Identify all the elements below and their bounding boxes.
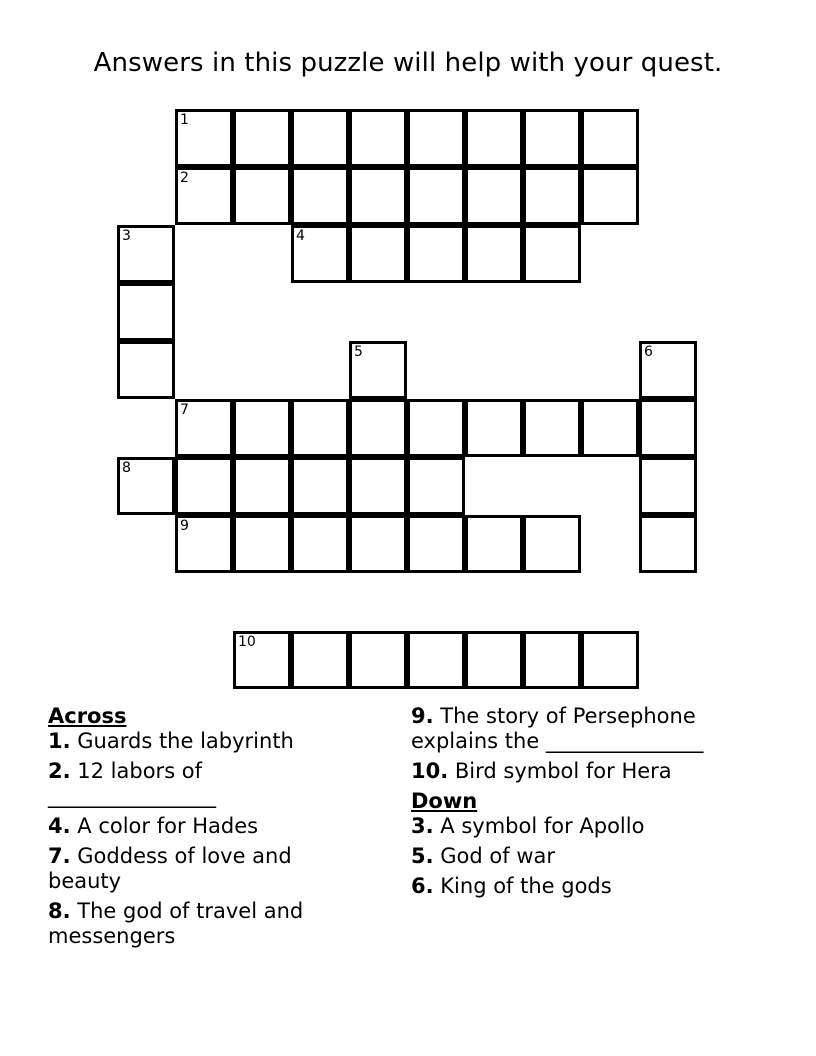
clue-number: 4. (48, 814, 71, 838)
grid-cell[interactable] (233, 109, 291, 167)
grid-cell[interactable] (233, 457, 291, 515)
grid-cell[interactable] (639, 515, 697, 573)
grid-cell[interactable] (291, 399, 349, 457)
clue-text: God of war (440, 844, 556, 868)
grid-cell[interactable] (465, 167, 523, 225)
clue-text: Goddess of love and beauty (48, 844, 292, 893)
grid-cell[interactable] (175, 167, 233, 225)
clue-number: 9. (411, 704, 434, 728)
clue-text: Guards the labyrinth (77, 729, 294, 753)
clue-number: 3. (411, 814, 434, 838)
clue-text: Bird symbol for Hera (454, 759, 672, 783)
grid-cell[interactable] (465, 109, 523, 167)
grid-cell[interactable] (117, 341, 175, 399)
clue-text: King of the gods (440, 874, 612, 898)
grid-cell[interactable] (407, 225, 465, 283)
grid-cell[interactable] (581, 167, 639, 225)
grid-cell[interactable] (523, 631, 581, 689)
clue-across-7 (48, 844, 348, 894)
grid-cell[interactable] (523, 109, 581, 167)
cell-number: 6 (644, 344, 653, 360)
grid-cell[interactable] (349, 515, 407, 573)
clue-down-6 (411, 874, 771, 899)
cell-number: 4 (296, 228, 305, 244)
grid-cell[interactable] (175, 457, 233, 515)
grid-cell[interactable] (349, 109, 407, 167)
cell-number: 8 (122, 460, 131, 476)
clues-column-left (48, 704, 348, 954)
grid-cell[interactable] (175, 515, 233, 573)
grid-cell[interactable] (639, 341, 697, 399)
grid-cell[interactable] (581, 399, 639, 457)
cell-number: 10 (238, 634, 256, 650)
clue-across-10 (411, 759, 771, 784)
clue-text: The god of travel and messengers (48, 899, 304, 948)
cell-number: 1 (180, 112, 189, 128)
grid-cell[interactable] (465, 631, 523, 689)
grid-cell[interactable] (581, 109, 639, 167)
grid-cell[interactable] (349, 225, 407, 283)
clue-number: 8. (48, 899, 71, 923)
grid-cell[interactable] (117, 283, 175, 341)
clue-across-1 (48, 729, 348, 754)
grid-cell[interactable] (523, 225, 581, 283)
grid-cell[interactable] (465, 399, 523, 457)
grid-cell[interactable] (291, 225, 349, 283)
grid-cell[interactable] (407, 457, 465, 515)
grid-cell[interactable] (117, 457, 175, 515)
clue-number: 5. (411, 844, 434, 868)
grid-cell[interactable] (523, 515, 581, 573)
clue-text: A symbol for Apollo (440, 814, 645, 838)
cell-number: 2 (180, 170, 189, 186)
clue-text: 12 labors of ________________ (48, 759, 216, 808)
grid-cell[interactable] (407, 167, 465, 225)
clue-across-9 (411, 704, 771, 754)
grid-cell[interactable] (175, 399, 233, 457)
grid-cell[interactable] (117, 225, 175, 283)
clue-number: 10. (411, 759, 449, 783)
grid-cell[interactable] (465, 225, 523, 283)
grid-cell[interactable] (291, 109, 349, 167)
clue-text: A color for Hades (77, 814, 259, 838)
across-heading: Across (48, 704, 127, 728)
grid-cell[interactable] (465, 515, 523, 573)
grid-cell[interactable] (407, 109, 465, 167)
grid-cell[interactable] (233, 515, 291, 573)
grid-cell[interactable] (291, 515, 349, 573)
clue-down-3 (411, 814, 771, 839)
clue-across-4 (48, 814, 348, 839)
grid-cell[interactable] (349, 341, 407, 399)
grid-cell[interactable] (291, 457, 349, 515)
cell-number: 9 (180, 518, 189, 534)
grid-cell[interactable] (639, 399, 697, 457)
grid-cell[interactable] (407, 399, 465, 457)
grid-cell[interactable] (581, 631, 639, 689)
cell-number: 3 (122, 228, 131, 244)
page-title: Answers in this puzzle will help with your quest. (93, 48, 723, 78)
down-heading: Down (411, 789, 478, 813)
clue-down-5 (411, 844, 771, 869)
clue-number: 6. (411, 874, 434, 898)
clue-across-8 (48, 899, 348, 949)
grid-cell[interactable] (349, 631, 407, 689)
grid-cell[interactable] (233, 167, 291, 225)
grid-cell[interactable] (291, 631, 349, 689)
grid-cell[interactable] (523, 167, 581, 225)
grid-cell[interactable] (349, 167, 407, 225)
grid-cell[interactable] (349, 399, 407, 457)
clue-across-2 (48, 759, 348, 809)
grid-cell[interactable] (233, 399, 291, 457)
grid-cell[interactable] (233, 631, 291, 689)
grid-cell[interactable] (523, 399, 581, 457)
grid-cell[interactable] (291, 167, 349, 225)
clue-number: 2. (48, 759, 71, 783)
cell-number: 7 (180, 402, 189, 418)
grid-cell[interactable] (407, 515, 465, 573)
cell-number: 5 (354, 344, 363, 360)
grid-cell[interactable] (175, 109, 233, 167)
clue-number: 1. (48, 729, 71, 753)
clues-column-right (411, 704, 771, 904)
clue-text: The story of Persephone explains the _______________ (411, 704, 704, 753)
grid-cell[interactable] (349, 457, 407, 515)
grid-cell[interactable] (407, 631, 465, 689)
grid-cell[interactable] (639, 457, 697, 515)
clue-number: 7. (48, 844, 71, 868)
